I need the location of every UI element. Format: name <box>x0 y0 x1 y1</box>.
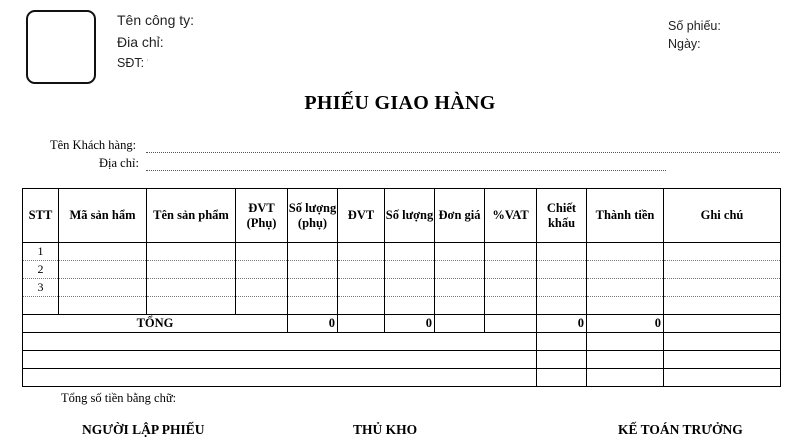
table-row <box>23 261 781 279</box>
cell <box>664 315 781 333</box>
header-discount: Chiết khấu <box>537 189 587 243</box>
total-label: TỔNG <box>23 315 288 333</box>
cell[interactable] <box>485 297 537 315</box>
cell[interactable] <box>59 261 147 279</box>
row-stt: 2 <box>23 261 59 279</box>
delivery-items-table <box>22 188 781 387</box>
total-discount: 0 <box>537 315 587 333</box>
row-stt: 1 <box>23 243 59 261</box>
cell[interactable] <box>338 243 385 261</box>
cell[interactable] <box>587 333 664 351</box>
cell[interactable] <box>147 243 236 261</box>
signature-creator: NGƯỜI LẬP PHIẾU <box>82 422 205 437</box>
summary-cell[interactable] <box>23 333 537 351</box>
table-header-row <box>23 189 781 243</box>
header-product-name: Tên sản phẩm <box>147 189 236 243</box>
cell <box>338 315 385 333</box>
header-stt: STT <box>23 189 59 243</box>
cell[interactable] <box>385 261 435 279</box>
summary-row <box>23 333 781 351</box>
summary-cell[interactable] <box>23 351 537 369</box>
company-phone-label: SĐT: <box>117 56 145 70</box>
cell[interactable] <box>59 279 147 297</box>
receipt-date-label: Ngày: <box>668 37 701 51</box>
cell[interactable] <box>288 243 338 261</box>
cell[interactable] <box>664 333 781 351</box>
header-note: Ghi chú <box>664 189 781 243</box>
company-name-label: Tên công ty: <box>117 12 195 28</box>
cell <box>435 315 485 333</box>
cell[interactable] <box>587 369 664 387</box>
cell[interactable] <box>236 261 288 279</box>
receipt-number-label: Số phiếu: <box>668 19 721 33</box>
summary-row <box>23 369 781 387</box>
cell[interactable] <box>338 261 385 279</box>
cell[interactable] <box>59 297 147 315</box>
cell[interactable] <box>338 297 385 315</box>
cell[interactable] <box>435 261 485 279</box>
cell[interactable] <box>147 261 236 279</box>
cell[interactable] <box>587 351 664 369</box>
signature-accountant: KẾ TOÁN TRƯỞNG <box>618 422 743 437</box>
table-row <box>23 297 781 315</box>
summary-row <box>23 351 781 369</box>
cell[interactable] <box>485 261 537 279</box>
cell[interactable] <box>537 369 587 387</box>
customer-address-label: Địa chỉ: <box>99 156 139 170</box>
cell[interactable] <box>288 297 338 315</box>
header-unit: ĐVT <box>338 189 385 243</box>
cell[interactable] <box>385 297 435 315</box>
cell[interactable] <box>587 279 664 297</box>
cell[interactable] <box>537 261 587 279</box>
cell[interactable] <box>435 279 485 297</box>
cell[interactable] <box>485 279 537 297</box>
header-vat: %VAT <box>485 189 537 243</box>
total-row <box>23 315 781 333</box>
cell[interactable] <box>587 261 664 279</box>
header-unit-price: Đơn giá <box>435 189 485 243</box>
header-unit-sub: ĐVT (Phụ) <box>236 189 288 243</box>
cell[interactable] <box>664 261 781 279</box>
header-amount: Thành tiền <box>587 189 664 243</box>
customer-address-field[interactable] <box>146 170 666 171</box>
cell[interactable] <box>435 243 485 261</box>
cell[interactable] <box>59 243 147 261</box>
header-product-code: Mã sản hẩm <box>59 189 147 243</box>
cell[interactable] <box>664 369 781 387</box>
cell[interactable] <box>236 243 288 261</box>
cell[interactable] <box>288 261 338 279</box>
cell[interactable] <box>664 351 781 369</box>
cell[interactable] <box>485 243 537 261</box>
cell[interactable] <box>385 243 435 261</box>
cell[interactable] <box>537 351 587 369</box>
cell[interactable] <box>435 297 485 315</box>
company-address-label: Đia chỉ: <box>117 34 164 50</box>
cell[interactable] <box>587 297 664 315</box>
header-qty: Số lượng <box>385 189 435 243</box>
customer-name-field[interactable] <box>146 152 780 153</box>
summary-cell[interactable] <box>23 369 537 387</box>
company-logo-placeholder <box>26 10 96 84</box>
document-title: PHIẾU GIAO HÀNG <box>304 92 496 114</box>
total-qty-sub: 0 <box>288 315 338 333</box>
cell[interactable] <box>537 333 587 351</box>
cell[interactable] <box>236 297 288 315</box>
cell[interactable] <box>288 279 338 297</box>
cell[interactable] <box>338 279 385 297</box>
cell[interactable] <box>664 279 781 297</box>
header-qty-sub: Số lượng (phụ) <box>288 189 338 243</box>
customer-name-label: Tên Khách hàng: <box>50 138 137 152</box>
total-amount: 0 <box>587 315 664 333</box>
table-row <box>23 279 781 297</box>
amount-in-words-label: Tổng số tiền bằng chữ: <box>61 391 177 405</box>
table-row <box>23 243 781 261</box>
cell[interactable] <box>537 243 587 261</box>
company-phone <box>117 56 149 70</box>
cell[interactable] <box>236 279 288 297</box>
row-stt: 3 <box>23 279 59 297</box>
signature-warehouse: THỦ KHO <box>353 422 418 437</box>
cell[interactable] <box>537 279 587 297</box>
total-qty: 0 <box>385 315 435 333</box>
phone-marker-icon: ˈ <box>146 59 150 70</box>
cell <box>485 315 537 333</box>
cell[interactable] <box>664 297 781 315</box>
cell[interactable] <box>537 297 587 315</box>
cell[interactable] <box>147 297 236 315</box>
cell[interactable] <box>147 279 236 297</box>
cell[interactable] <box>664 243 781 261</box>
cell[interactable] <box>587 243 664 261</box>
row-stt <box>23 297 59 315</box>
cell[interactable] <box>385 279 435 297</box>
